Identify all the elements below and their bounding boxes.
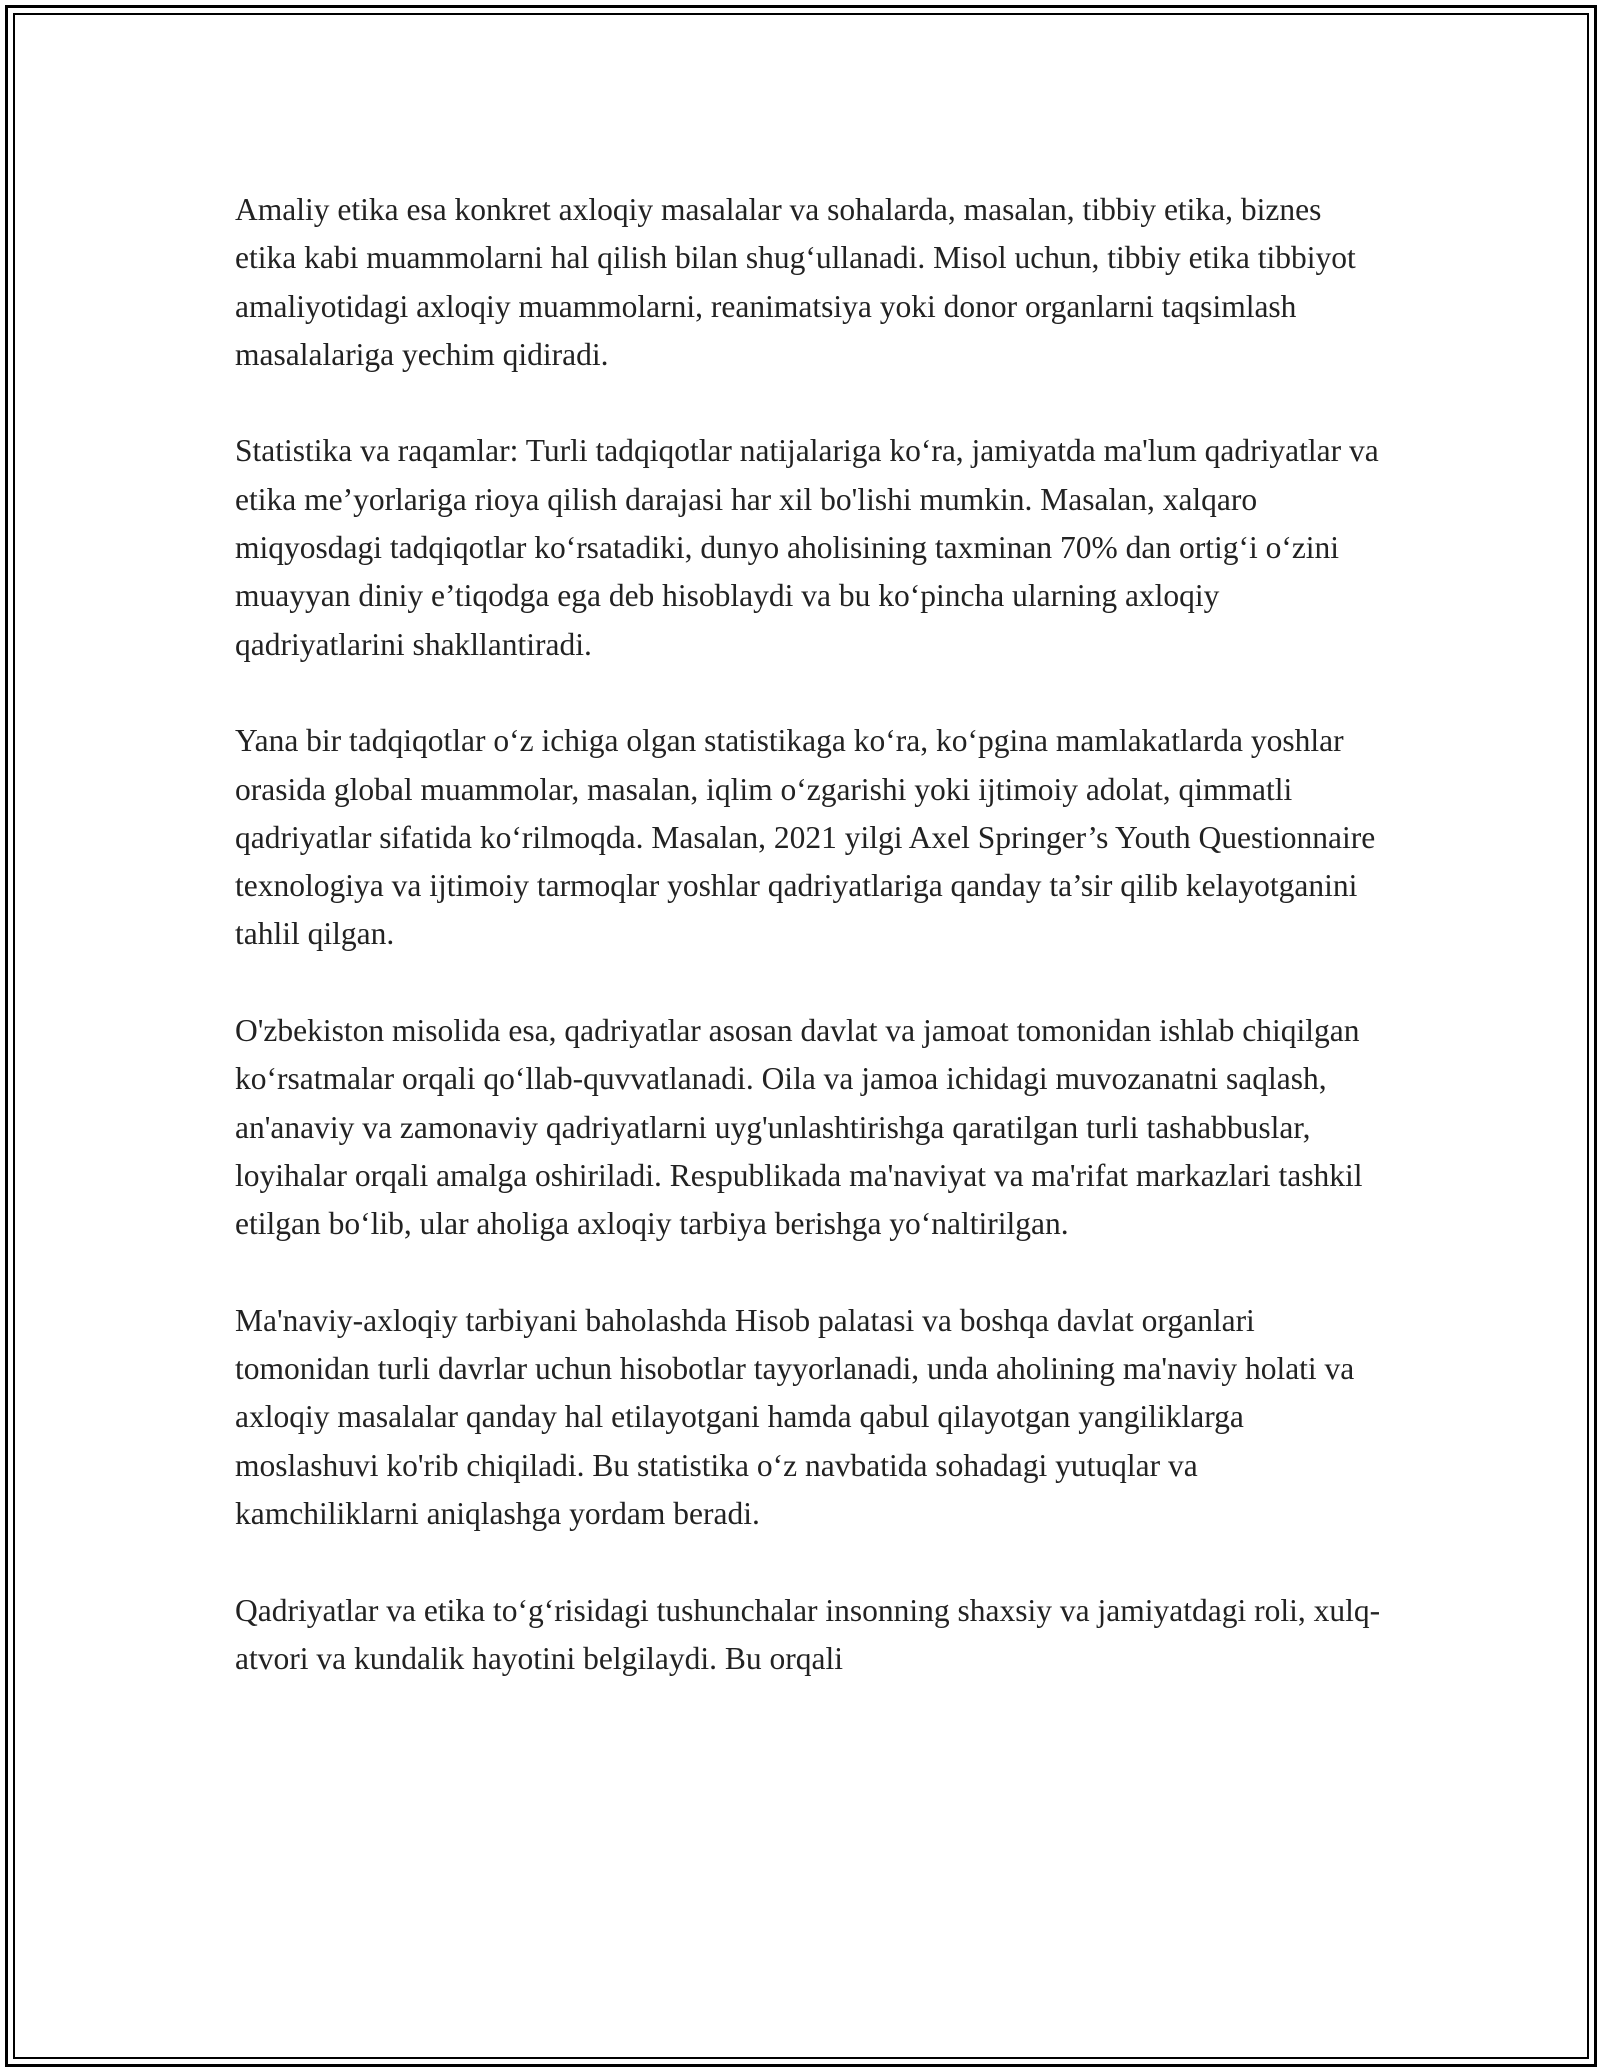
paragraph-assessment: Ma'naviy-axloqiy tarbiyani baholashda Hisob palatasi va boshqa davlat organlari tomonidan turli davrlar uchun hisobotlar tayyorlanadi, unda aholining ma'naviy holati va axloqiy masalalar qanday hal etilayotgani hamda qabul qilayotgan yangiliklarga moslashuvi ko'rib chiqiladi. Bu statistika o‘z navbatida sohadagi yutuqlar va kamchiliklarni aniqlashga yordam beradi. [235,1302,1355,1532]
paragraph-values-ethics: Qadriyatlar va etika to‘g‘risidagi tushunchalar insonning shaxsiy va jamiyatdagi roli, xulq-atvori va kundalik hayotini belgilaydi. Bu orqali [235,1592,1381,1676]
paragraph-applied-ethics: Amaliy etika esa konkret axloqiy masalalar va sohalarda, masalan, tibbiy etika, biznes etika kabi muammolarni hal qilish bilan shug‘ullanadi. Misol uchun, tibbiy etika tibbiyot amaliyotidagi axloqiy muammolarni, reanimatsiya yoki donor organlarni taqsimlash masalalariga yechim qidiradi. [235,192,1356,372]
paragraph-statistics: Statistika va raqamlar: Turli tadqiqotlar natijalariga ko‘ra, jamiyatda ma'lum qadriyatlar va etika me’yorlariga rioya qilish darajasi har xil bo'lishi mumkin. Masalan, xalqaro miqyosdagi tadqiqotlar ko‘rsatadiki, dunyo aholisining taxminan 70% dan ortig‘i o‘zini muayyan diniy e’tiqodga ega deb hisoblaydi va bu ko‘pincha ularning axloqiy qadriyatlarini shakllantiradi. [235,433,1379,662]
paragraph-youth-research: Yana bir tadqiqotlar o‘z ichiga olgan statistikaga ko‘ra, ko‘pgina mamlakatlarda yoshlar orasida global muammolar, masalan, iqlim o‘zgarishi yoki ijtimoiy adolat, qimmatli qadriyatlar sifatida ko‘rilmoqda. Masalan, 2021 yilgi Axel Springer’s Youth Questionnaire texnologiya va ijtimoiy tarmoqlar yoshlar qadriyatlariga qanday ta’sir qilib kelayotganini tahlil qilgan. [235,723,1376,952]
document-body [235,186,1385,1683]
paragraph-uzbekistan: O'zbekiston misolida esa, qadriyatlar asosan davlat va jamoat tomonidan ishlab chiqilgan ko‘rsatmalar orqali qo‘llab-quvvatlanadi. Oila va jamoa ichidagi muvozanatni saqlash, an'anaviy va zamonaviy qadriyatlarni uyg'unlashtirishga qaratilgan turli tashabbuslar, loyihalar orqali amalga oshiriladi. Respublikada ma'naviyat va ma'rifat markazlari tashkil etilgan bo‘lib, ular aholiga axloqiy tarbiya berishga yo‘naltirilgan. [235,1013,1363,1242]
